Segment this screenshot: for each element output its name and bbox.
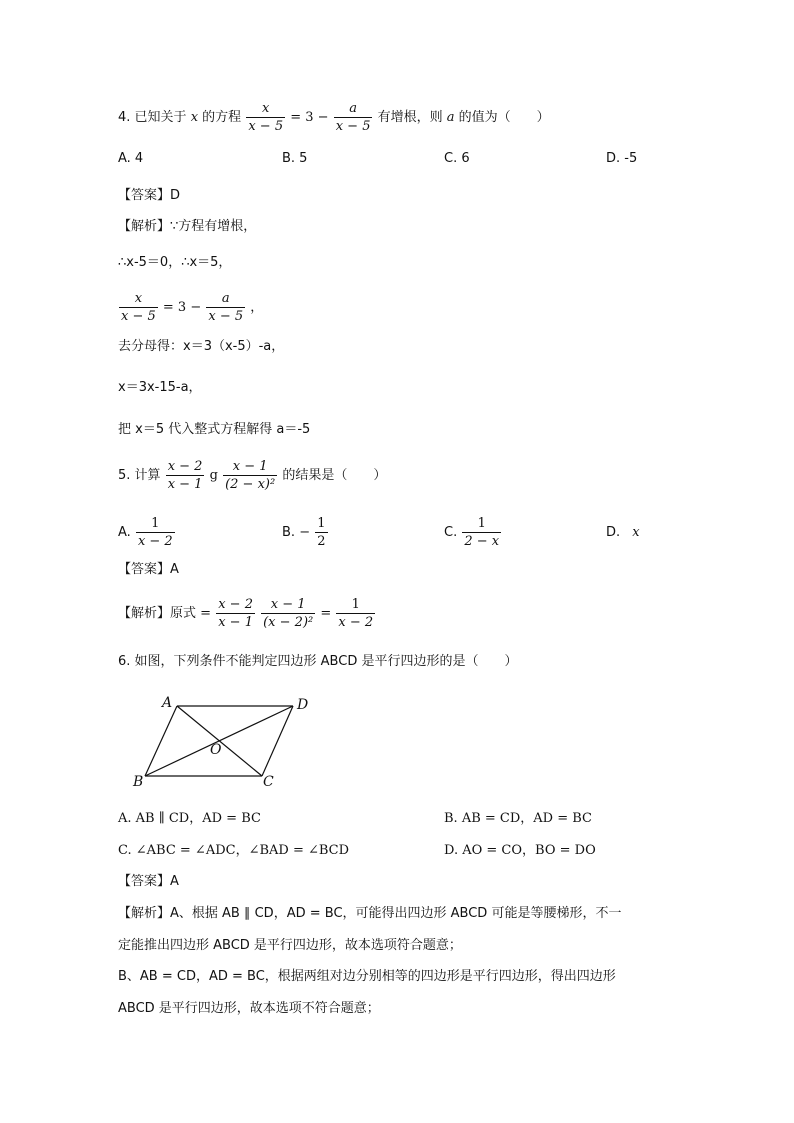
q6-solution-line-4: ABCD 是平行四边形，故本选项不符合题意； bbox=[118, 1001, 380, 1016]
q4-sol-frac1-denominator: x − 5 bbox=[121, 309, 156, 324]
q6-solution-line-2: 定能推出四边形 ABCD 是平行四边形，故本选项符合题意； bbox=[118, 938, 462, 953]
q5-solution-eq-1: = bbox=[200, 606, 212, 621]
q5-option-a-fraction bbox=[136, 515, 175, 550]
q5-stem-pre: 5. 计算 bbox=[118, 468, 161, 483]
q5-sol-f1-numerator: x − 2 bbox=[218, 597, 253, 612]
q5-option-b-numerator: 1 bbox=[317, 516, 326, 531]
q6-option-b: B. AB = CD，AD = BC bbox=[444, 811, 592, 826]
q5-fraction-1 bbox=[166, 458, 205, 493]
q6-option-d: D. AO = CO，BO = DO bbox=[444, 843, 596, 858]
q5-sol-f2-numerator: x − 1 bbox=[261, 596, 315, 614]
q4-solution-line-6: 把 x＝5 代入整式方程解得 a＝-5 bbox=[118, 422, 311, 437]
q4-stem-end: 的值为（ ） bbox=[458, 110, 550, 125]
q5-stem bbox=[118, 458, 386, 493]
edge-ab bbox=[145, 706, 177, 776]
q4-answer: 【答案】D bbox=[118, 188, 181, 203]
q5-option-b-denominator: 2 bbox=[317, 534, 326, 549]
vertex-label-d: D bbox=[297, 697, 309, 713]
q5-answer: 【答案】A bbox=[118, 562, 179, 577]
q4-frac1-numerator: x bbox=[246, 100, 285, 118]
q4-sol-eq-mid: = 3 − bbox=[162, 300, 202, 315]
q5-option-d-value: x bbox=[632, 525, 640, 540]
q5-solution-eq-2: = bbox=[320, 606, 332, 621]
q5-option-a bbox=[118, 515, 176, 550]
q4-sol-frac2-numerator: a bbox=[206, 290, 245, 308]
q5-sol-fraction-2 bbox=[261, 596, 315, 631]
q4-sol-fraction-1 bbox=[119, 290, 158, 325]
q4-fraction-1 bbox=[246, 100, 285, 135]
q5-operator: g bbox=[209, 468, 218, 483]
q5-option-b bbox=[282, 515, 329, 550]
q6-answer: 【答案】A bbox=[118, 874, 179, 889]
q4-stem-pre: 4. 已知关于 bbox=[118, 110, 187, 125]
q5-solution-head: 【解析】原式 bbox=[118, 606, 197, 621]
q4-solution-line-1 bbox=[118, 218, 256, 236]
vertex-label-c: C bbox=[263, 774, 274, 790]
q4-option-a: A. 4 bbox=[118, 151, 144, 166]
q6-solution-line-3: B、AB = CD，AD = BC，根据两组对边分别相等的四边形是平行四边形，得出四边形 bbox=[118, 969, 616, 984]
q6-option-c: C. ∠ABC = ∠ADC，∠BAD = ∠BCD bbox=[118, 843, 350, 858]
q4-var-a: a bbox=[446, 110, 455, 125]
diagonal-bd bbox=[145, 706, 293, 776]
q4-solution-head: 【解析】 bbox=[118, 219, 171, 234]
q5-frac2-denominator: (2 − x)² bbox=[225, 477, 276, 492]
q4-solution-line-4: 去分母得：x＝3（x-5）-a， bbox=[118, 339, 285, 354]
q5-frac1-denominator: x − 1 bbox=[167, 477, 203, 492]
q5-option-c-label: C. bbox=[444, 525, 458, 540]
q4-eq-mid: = 3 − bbox=[290, 110, 329, 125]
q4-var-x: x bbox=[190, 110, 199, 125]
q4-stem-post: 有增根，则 bbox=[377, 110, 443, 125]
q4-frac1-denominator: x − 5 bbox=[248, 119, 284, 134]
q5-option-d bbox=[606, 524, 640, 542]
q5-sol-fraction-1 bbox=[216, 596, 255, 631]
q5-option-b-fraction bbox=[315, 515, 327, 550]
q4-solution-line-5: x＝3x-15-a， bbox=[118, 380, 202, 395]
q5-option-a-label: A. bbox=[118, 525, 131, 540]
q5-option-a-numerator: 1 bbox=[136, 515, 175, 533]
q4-sol-frac2-denominator: x − 5 bbox=[208, 309, 244, 324]
q4-frac2-numerator: a bbox=[334, 100, 373, 118]
q5-solution bbox=[118, 596, 376, 631]
q4-stem bbox=[118, 100, 550, 135]
q4-fraction-2 bbox=[334, 100, 373, 135]
q5-frac2-numerator: x − 1 bbox=[223, 458, 277, 476]
q6-option-a: A. AB ∥ CD，AD = BC bbox=[118, 811, 261, 826]
q4-option-c: C. 6 bbox=[444, 151, 470, 166]
q4-stem-mid: 的方程 bbox=[202, 110, 242, 125]
q4-option-d: D. -5 bbox=[606, 151, 638, 166]
q5-sol-fraction-3 bbox=[336, 596, 375, 631]
q4-option-b: B. 5 bbox=[282, 151, 308, 166]
center-label-o: O bbox=[210, 742, 222, 758]
vertex-label-b: B bbox=[133, 774, 144, 790]
q5-sol-f3-numerator: 1 bbox=[336, 596, 375, 614]
q5-sol-f3-denominator: x − 2 bbox=[338, 615, 374, 630]
q6-solution-line-1: 【解析】A、根据 AB ∥ CD，AD = BC，可能得出四边形 ABCD 可能是等腰梯形，不一 bbox=[118, 906, 622, 921]
parallelogram-figure bbox=[120, 690, 320, 800]
q5-option-a-denominator: x − 2 bbox=[137, 534, 173, 549]
q5-option-b-sign: − bbox=[299, 525, 311, 540]
q4-solution-text-1: ∵方程有增根， bbox=[170, 219, 257, 234]
q5-frac1-numerator: x − 2 bbox=[167, 459, 203, 474]
q5-option-c bbox=[444, 515, 502, 550]
vertex-label-a: A bbox=[162, 695, 173, 711]
q5-sol-f1-denominator: x − 1 bbox=[218, 615, 253, 630]
q5-stem-post: 的结果是（ ） bbox=[282, 468, 387, 483]
edge-cd bbox=[262, 706, 293, 776]
q5-option-c-numerator: 1 bbox=[462, 515, 501, 533]
q4-solution-line-2: ∴x-5＝0，∴x＝5， bbox=[118, 255, 232, 270]
q4-sol-fraction-2 bbox=[206, 290, 245, 325]
q4-solution-line-3 bbox=[118, 290, 263, 325]
q4-sol-comma: ， bbox=[250, 300, 264, 315]
q5-option-d-label: D. bbox=[606, 525, 621, 540]
q5-option-c-fraction bbox=[462, 515, 501, 550]
q4-sol-frac1-numerator: x bbox=[119, 290, 158, 308]
q5-sol-f2-denominator: (x − 2)² bbox=[263, 615, 314, 630]
q5-option-c-denominator: 2 − x bbox=[464, 534, 500, 549]
q4-frac2-denominator: x − 5 bbox=[335, 119, 371, 134]
q5-option-b-label: B. bbox=[282, 525, 296, 540]
q6-stem: 6. 如图，下列条件不能判定四边形 ABCD 是平行四边形的是（ ） bbox=[118, 654, 518, 669]
q5-fraction-2 bbox=[223, 458, 277, 493]
